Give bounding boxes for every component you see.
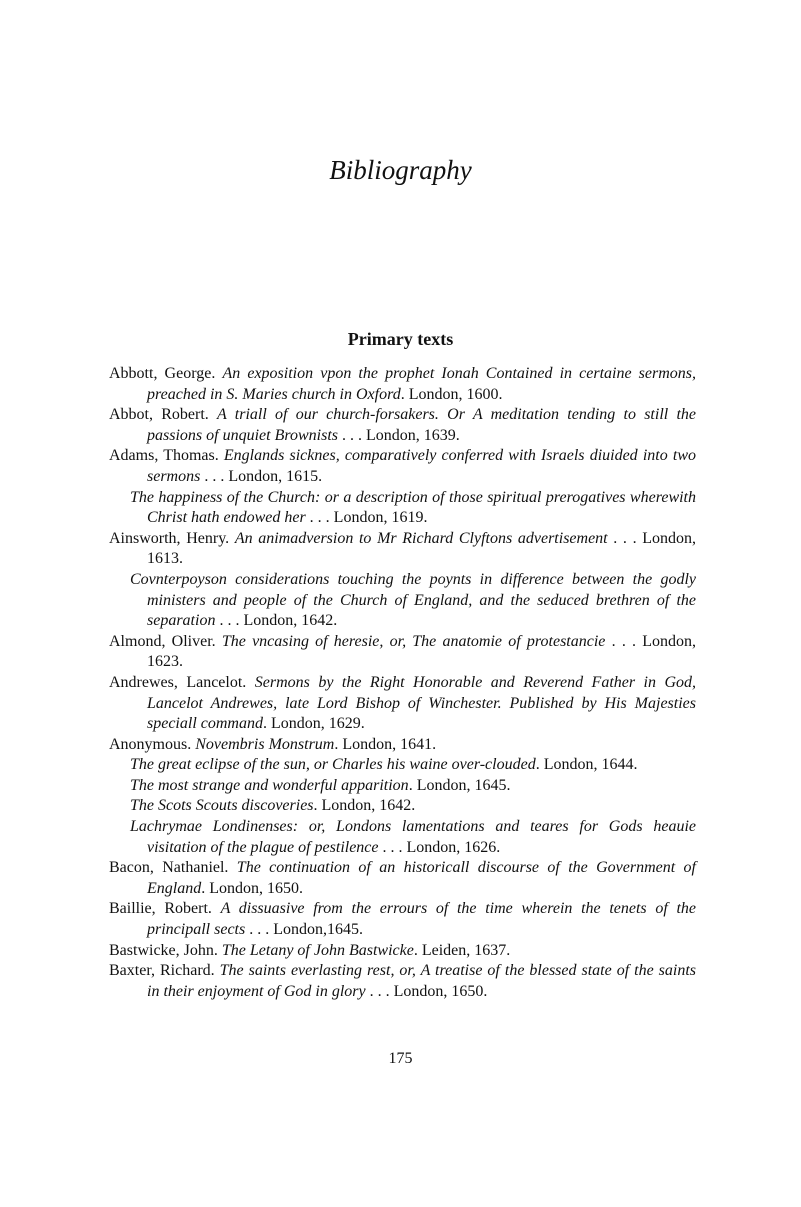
entry-title: An animadversion to Mr Richard Clyftons advertisement [234,529,608,547]
bibliography-entry [109,858,696,899]
entry-imprint: . . . London, 1623. [147,632,697,671]
entry-title: The Scots Scouts discoveries [130,797,314,815]
bibliography-subentry [109,755,696,776]
entry-author: Almond, Oliver. [109,632,222,650]
entry-title: An exposition vpon the prophet Ionah Contained in certaine sermons, preached in S. Maries church in Oxford [147,365,697,403]
entry-imprint: . . . London, 1615. [200,467,323,485]
entry-imprint: . London, 1642. [313,797,416,815]
bibliography-entry [109,632,696,673]
entry-imprint: . . . London, 1639. [337,426,460,444]
entry-title: Novembris Monstrum [195,735,335,753]
entry-title: The most strange and wonderful apparition [130,776,409,794]
entry-imprint: . . . London, 1642. [215,612,338,630]
page-title: Bibliography [329,155,472,185]
entry-imprint: . . . London,1645. [245,921,363,939]
bibliography-entry [109,961,696,1002]
entry-author: Baxter, Richard. [109,962,220,980]
entry-title: Lachrymae Londinenses: or, Londons lamentations and teares for Gods heauie visitation of the plague of pestilence [130,818,696,856]
entry-imprint: . London, 1629. [262,715,365,733]
bibliography-entry [109,673,696,735]
entry-imprint: . London, 1641. [334,735,437,753]
entry-title: Englands sicknes, comparatively conferred with Israels diuided into two sermons [147,447,696,485]
bibliography-entry [109,446,696,487]
bibliography-subentry [109,776,696,797]
section-heading: Primary texts [347,329,454,349]
entry-imprint: . London, 1644. [535,756,638,774]
bibliography-list [109,364,696,1002]
bibliography-subentry [109,488,696,529]
bibliography-entry [109,735,696,756]
entry-author: Andrewes, Lancelot. [109,673,255,691]
entry-imprint: . . . London, 1619. [305,509,428,527]
entry-imprint: . London, 1600. [400,385,503,403]
entry-title: The Letany of John Bastwicke [221,941,414,959]
bibliography-entry [109,529,696,570]
entry-title: A triall of our church-forsakers. Or A meditation tending to still the passions of unquiet Brownists [147,406,697,444]
entry-title: A dissuasive from the errours of the time wherein the tenets of the principall sects [147,900,697,939]
entry-title: Covnterpoyson considerations touching the poynts in difference between the godly ministers and people of the Church of England, and the seduced brethren of the separation [130,570,696,630]
bibliography-subentry [109,817,696,858]
entry-author: Baillie, Robert. [109,900,221,918]
entry-imprint: . Leiden, 1637. [413,941,511,959]
entry-imprint: . . . London, 1650. [365,982,488,1000]
bibliography-entry [109,405,696,446]
entry-title: The saints everlasting rest, or, A treatise of the blessed state of the saints in their enjoyment of God in glory [147,962,697,1000]
entry-author: Ainsworth, Henry. [109,529,235,547]
bibliography-entry [109,364,696,405]
entry-author: Bastwicke, John. [109,941,222,959]
entry-author: Adams, Thomas. [109,447,224,465]
entry-imprint: . . . London, 1626. [378,838,501,856]
entry-title: Sermons by the Right Honorable and Reverend Father in God, Lancelot Andrewes, late Lord Bishop of Winchester. Published by His Majesties speciall command [147,673,697,733]
entry-title: The continuation of an historicall discourse of the Government of England [147,859,696,897]
bibliography-subentry [109,570,696,632]
entry-title: The vncasing of heresie, or, The anatomie of protestancie [221,632,606,650]
entry-author: Anonymous. [109,735,196,753]
bibliography-entry [109,941,696,962]
page-number: 175 [388,1050,413,1067]
entry-title: The great eclipse of the sun, or Charles his waine over-clouded [130,756,536,774]
entry-title: The happiness of the Church: or a description of those spiritual prerogatives wherewith Christ hath endowed her [130,488,696,527]
bibliography-entry [109,899,696,940]
entry-imprint: . London, 1645. [408,776,511,794]
entry-author: Abbot, Robert. [109,406,218,424]
entry-imprint: . . . London, 1613. [147,529,696,568]
bibliography-subentry [109,796,696,817]
entry-author: Abbott, George. [109,365,223,382]
entry-imprint: . London, 1650. [201,879,303,897]
entry-author: Bacon, Nathaniel. [109,859,237,877]
